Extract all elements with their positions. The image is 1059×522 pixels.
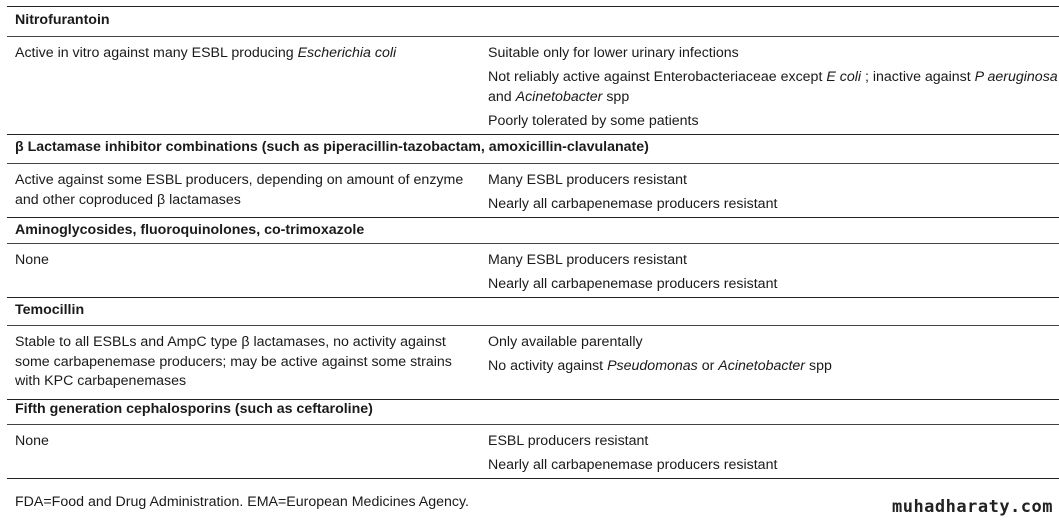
- text-run: Not reliably active against Enterobacteriaceae except: [488, 69, 827, 85]
- section-heading: Fifth generation cephalosporins (such as ceftaroline): [15, 401, 373, 417]
- site-watermark: muhadharaty.com: [891, 497, 1053, 517]
- disadvantage-item: [488, 171, 1059, 191]
- section-heading: Nitrofurantoin: [15, 12, 110, 28]
- disadvantage-item: [488, 432, 1059, 452]
- text-run: Active in vitro against many ESBL producing: [15, 45, 298, 61]
- advantages-cell: [15, 44, 475, 64]
- text-run: ESBL producers resistant: [488, 433, 649, 449]
- advantages-cell: [15, 333, 475, 392]
- section-body-row: [7, 243, 1059, 298]
- disadvantage-item: [488, 251, 1059, 271]
- italic-term: Acinetobacter: [718, 358, 806, 374]
- text-run: Many ESBL producers resistant: [488, 252, 687, 268]
- section-body-row: [7, 424, 1059, 479]
- italic-term: E coli: [826, 69, 862, 85]
- text-run: or: [697, 358, 719, 374]
- section-heading-row: [7, 134, 1059, 164]
- section-body-row: [7, 325, 1059, 400]
- text-run: Nearly all carbapenemase producers resistant: [488, 196, 778, 212]
- disadvantages-cell: [488, 251, 1059, 299]
- section-heading: β Lactamase inhibitor combinations (such as piperacillin-tazobactam, amoxicillin-clavulanate): [15, 139, 649, 155]
- text-run: None: [15, 433, 49, 449]
- disadvantages-cell: [488, 333, 1059, 381]
- text-run: Active against some ESBL producers, depending on amount of enzyme and other coproduced β lactamases: [15, 172, 464, 208]
- section-heading-row: [7, 396, 1059, 425]
- disadvantage-item: [488, 456, 1059, 476]
- text-run: None: [15, 252, 49, 268]
- disadvantages-cell: [488, 44, 1059, 136]
- text-run: Nearly all carbapenemase producers resistant: [488, 457, 778, 473]
- disadvantage-item: [488, 333, 1059, 353]
- disadvantage-item: [488, 275, 1059, 295]
- disadvantage-item: [488, 357, 1059, 377]
- text-run: Many ESBL producers resistant: [488, 172, 687, 188]
- table-footnote: FDA=Food and Drug Administration. EMA=European Medicines Agency.: [15, 494, 469, 510]
- section-body-row: [7, 36, 1059, 135]
- text-run: Suitable only for lower urinary infections: [488, 45, 739, 61]
- text-run: ; inactive against: [861, 69, 975, 85]
- disadvantage-item: [488, 44, 1059, 64]
- italic-term: Pseudomonas: [607, 358, 698, 374]
- text-run: and: [488, 88, 516, 105]
- advantages-cell: [15, 432, 475, 452]
- text-run: spp: [805, 358, 832, 374]
- text-run: Stable to all ESBLs and AmpC type β lactamases, no activity against some carbapenemase producers; may be active against some strains with KPC carbapenemases: [15, 334, 452, 389]
- italic-term: Escherichia coli: [297, 45, 397, 61]
- section-heading-row: [7, 7, 1059, 37]
- section-body-row: [7, 163, 1059, 218]
- text-run: Only available parentally: [488, 334, 643, 350]
- disadvantage-item: [488, 112, 1059, 132]
- italic-term: P aeruginosa: [974, 69, 1058, 85]
- text-run: No activity against: [488, 358, 608, 374]
- disadvantages-cell: [488, 432, 1059, 480]
- advantages-cell: [15, 171, 475, 210]
- advantages-cell: [15, 251, 475, 271]
- text-run: Poorly tolerated by some patients: [488, 112, 699, 129]
- disadvantages-cell: [488, 171, 1059, 219]
- italic-term: Acinetobacter: [515, 88, 603, 105]
- section-heading: Aminoglycosides, fluoroquinolones, co-trimoxazole: [15, 222, 365, 238]
- section-heading: Temocillin: [15, 302, 85, 318]
- disadvantage-item: [488, 68, 1059, 107]
- text-run: Nearly all carbapenemase producers resistant: [488, 276, 778, 292]
- section-heading-row: [7, 217, 1059, 244]
- text-run: spp: [602, 88, 630, 105]
- section-heading-row: [7, 297, 1059, 326]
- disadvantage-item: [488, 195, 1059, 215]
